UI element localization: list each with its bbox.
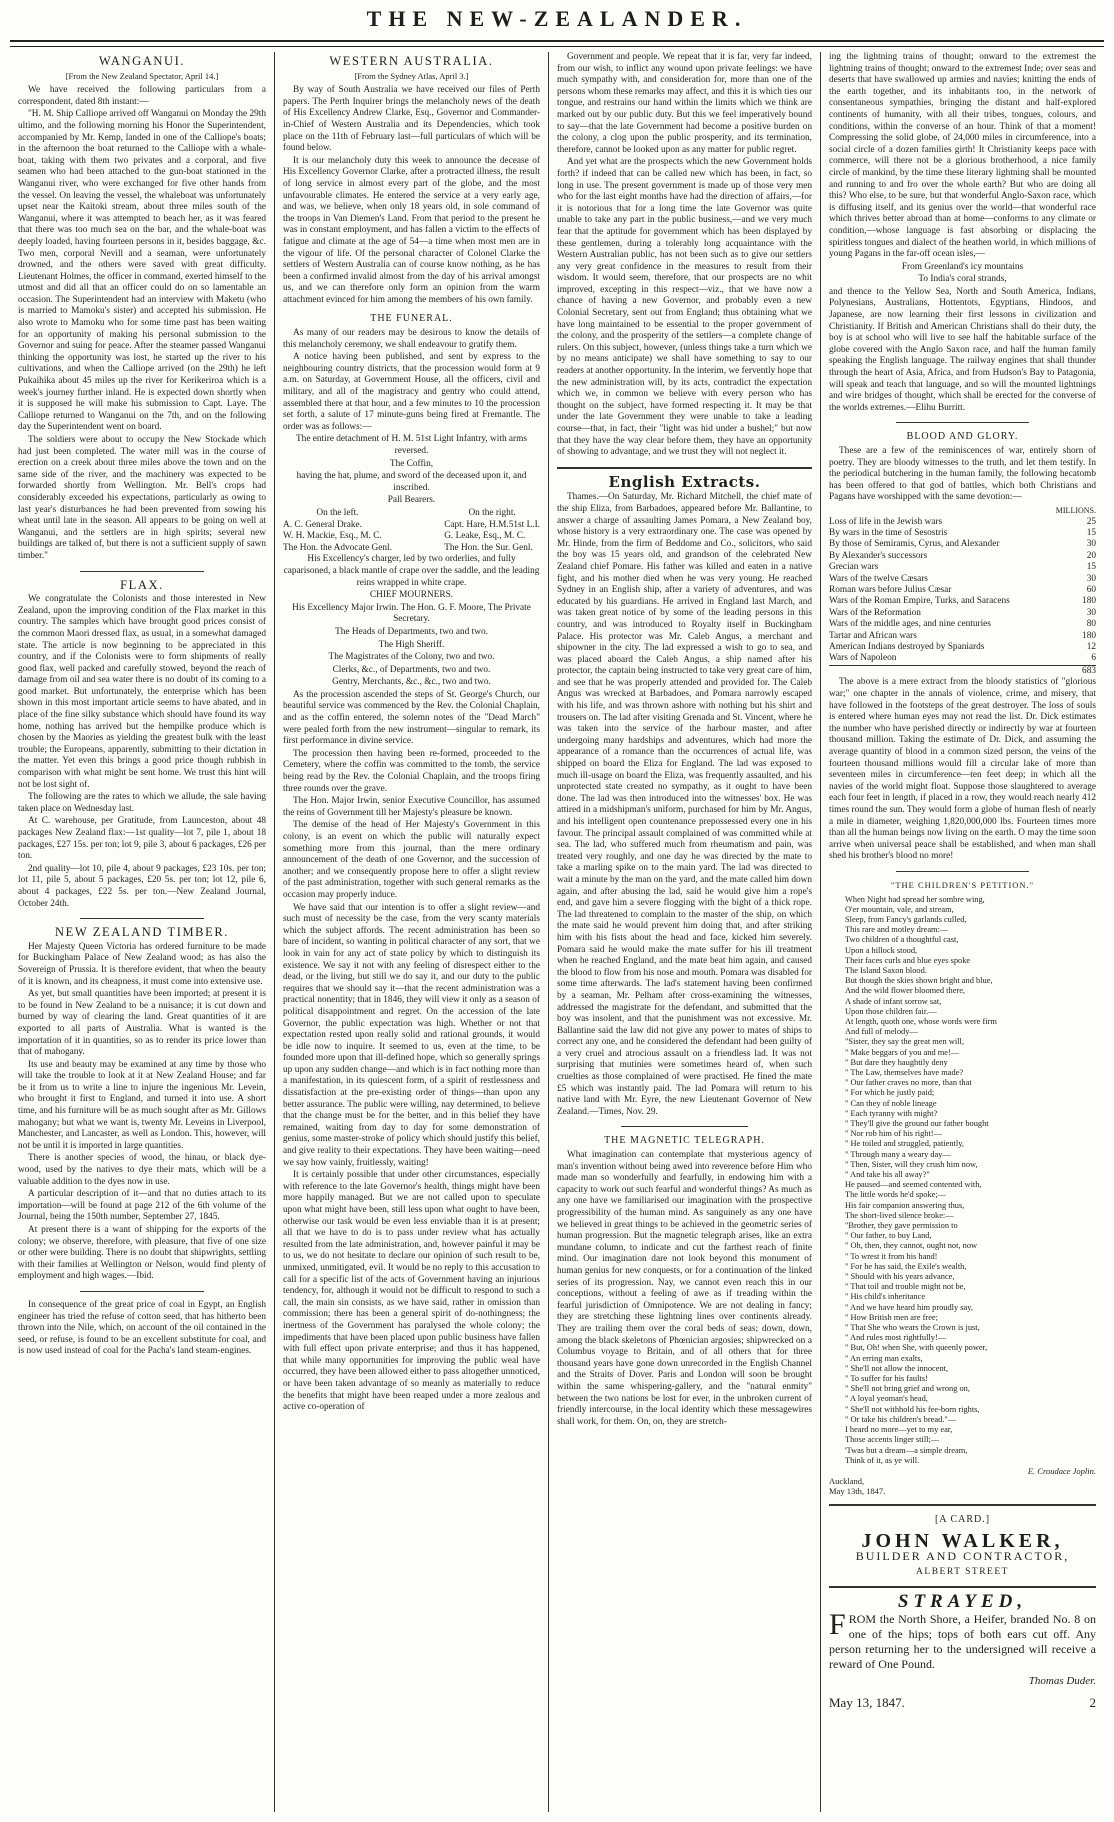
pall-left — [283, 508, 392, 554]
coal-para: In consequence of the great price of coal in Egypt, an English engineer has tried the refuse of cotton seed, that has hitherto been thrown into the Nile, which, on account of the oil contained in the seed, or refuse, is found to be an excellent substitute for coal, and is now used instead of coal for the Pacha's land steam-engines. — [18, 1299, 266, 1357]
stats-label: Roman wars before Julius Cæsar — [829, 585, 952, 595]
masthead-rule-bottom — [10, 46, 1104, 47]
stats-row — [829, 653, 1096, 664]
stats-label: American Indians destroyed by Spaniards — [829, 642, 985, 653]
poem-line: " Make beggars of you and me!— — [845, 1047, 960, 1057]
masthead-title: THE NEW-ZEALANDER. — [366, 6, 748, 31]
order-line: having the hat, plume, and sword of the deceased upon it, and inscribed. — [296, 471, 527, 493]
poem-line: Their faces curls and blue eyes spoke — [845, 955, 971, 965]
column-2 — [274, 52, 548, 1812]
poem-line: " Our father, to buy Land, — [845, 1231, 932, 1241]
poem-line: " And rules most rightfully!— — [845, 1333, 947, 1343]
poem-line: Upon those children fair.— — [845, 1006, 937, 1016]
stats-value: 60 — [1086, 585, 1096, 595]
funeral-para-1: As many of our readers may be desirous to know the details of this melancholy ceremony, we shall endeavour to gratify them. — [283, 328, 540, 350]
poem-line: " She'll not bring grief and wrong on, — [845, 1384, 970, 1394]
blood-intro: These are a few of the reminiscences of war, entirely shorn of poetry. They are bloody witnesses to the truth, and let them testify. In the periodical butchering in the human family, the following hecatomb has been offered to that god of battles, which both Christians and Pagans have worshipped with the same devotion:— — [829, 446, 1096, 503]
funeral-para-5: The Hon. Major Irwin, senior Executive Councillor, has assumed the reins of Government till her Majesty's pleasure be known. — [283, 796, 540, 818]
order-line: The High Sheriff. — [378, 639, 445, 650]
stats-value: 180 — [1082, 596, 1096, 607]
timber-para-1: Her Majesty Queen Victoria has ordered furniture to be made for Buckingham Palace of New Zealand wood; as has also the Sovereign of Prussia. It is therefore evident, that when the beauty of it is known, and its cheapness, it must come into extensive use. — [18, 941, 266, 987]
telegraph-title: THE MAGNETIC TELEGRAPH. — [604, 1135, 765, 1147]
poem-line: " His child's inheritance — [845, 1292, 926, 1302]
poem-line: A shade of infant sorrow sat, — [845, 996, 942, 1006]
stats-value: 80 — [1086, 619, 1096, 630]
poem-line: " She'll not withhold his fee-born rights, — [845, 1404, 980, 1414]
poem-line: When Night had spread her sombre wing, — [845, 894, 985, 904]
stats-value: 15 — [1086, 527, 1096, 538]
insertion-count: 2 — [1089, 1695, 1096, 1711]
stats-row — [829, 574, 1096, 585]
stats-row — [829, 596, 1096, 607]
stats-row — [829, 551, 1096, 562]
order-line: The Heads of Departments, two and two. — [335, 626, 488, 637]
blood-title: BLOOD AND GLORY. — [906, 431, 1019, 443]
poem-line: " Each tyranny with might? — [845, 1108, 938, 1118]
stats-label: Wars of the twelve Cæsars — [829, 573, 928, 584]
war-stats-table — [829, 517, 1096, 665]
stats-label: Loss of life in the Jewish wars — [829, 516, 943, 527]
poem-line: " Our father craves no more, than that — [845, 1078, 972, 1088]
column-3 — [548, 52, 820, 1812]
section-rule — [557, 467, 812, 469]
stats-row — [829, 608, 1096, 619]
order-line: Clerks, &c., of Departments, two and two. — [332, 664, 491, 675]
funeral-para-8: It is certainly possible that under other circumstances, especially with reference to the late Governor's health, things might have been more happily managed. But we are not called upon to speculate upon what might have been, still less upon what ought to have been, otherwise our task would be even less enviable than it is at present; all that we have to do is to pass under review what has actually resulted from the late administration, and, however painful it may be to us, we do not hesitate to declare our opinion of such result to be, unmixed, unmitigated, evil. It would be no reply to this accusation to call for a specific list of the acts of Government having an injurious tendency, for, although it would not be difficult to respond to such a call, the main sin consists, as we have said, rather in omission than commission; there has been a general spirit of do-nothingness; the inertness of the Government has paralysed the whole colony; the impediments that have been placed upon public business have fallen with full effect upon private enterprise; and thus it has happened, that while many opportunities for improving the public weal have occurred, they have been allowed either to pass altogether unnoticed, or have been taken advantage of so meanly as materially to reduce the benefits that might have been reaped under a more zealous and active co-operation of — [283, 1170, 540, 1413]
petition-title: "THE CHILDREN'S PETITION." — [890, 879, 1035, 890]
divider — [621, 1126, 749, 1127]
wa-para-2: It is our melancholy duty this week to announce the decease of His Excellency Governor Clarke, after a protracted illness, the result of long service in almost every part of the globe, and the most unfavourable climates. He entered the service at a very early age, and was, we believe, when only 18 years old, in sole command of the troops in Van Diemen's Land. From that period to the present he was in constant employment, and has fallen a victim to the effects of fatigue and climate at the age of 54—a time when most men are in the vigour of life. Of the personal character of Colonel Clarke the settlers of Western Australia can of course know nothing, as he has been a confirmed invalid almost from the day of his arrival amongst us, and we can therefore only form an opinion from the warm attachment evinced for him among the members of his own family. — [283, 155, 540, 305]
strayed-date: May 13, 1847. — [829, 1695, 905, 1711]
strayed-signature: Thomas Duder. — [1028, 1674, 1096, 1687]
order-line: Gentry, Merchants, &c., &c., two and two. — [332, 677, 491, 688]
extract-para-1: Thames.—On Saturday, Mr. Richard Mitchell, the chief mate of the ship Eliza, from Barbadoes, appeared before Mr. Ballantine, to answer a charge of assaulting James Pomara, a New Zealand boy, whose history is a very extraordinary one. The case was opened by Mr. Hinde, from the firm of Beddome and Co., solicitors, who said the boy was 15 years old, and grandson of the celebrated New Zealand chief Pomare. His father was killed and eaten in a native fight, and his mother died when he was very young. He reached Sydney in an English ship, after a variety of adventures, and was educated by his guardians. He arrived in England last March, and was taken great notice of by some of the leading persons in this country, and was introduced to Royalty itself in Buckingham Palace. His protector was Mr. Caleb Angus, a merchant and shipowner in the city. The lad expressed a wish to go to sea, and was placed aboard the Caleb Angus, a ship named after his protector, the captain being instructed to take very great care of him, and see that he was properly attended and provided for. The Caleb Angus was wrecked at Barbadoes, and Pomara narrowly escaped with his life, and was thrown ashore with nothing but his shirt and trousers on. The lad after visiting Grenada and St. Vincent, where he was taken into the service of the harbour master, and after undergoing many hardships and adventures, which had more the appearance of a romance than the occurrences of actual life, was shipped on board the Eliza for England. The lad was exposed to much ill-usage on board the Eliza, was frequently assaulted, and his unprotected state created no sympathy, as it ought to have been done. The lad was then introduced into the witnesses' box. He was attired in a midshipman's uniform, purchased for him by Mr. Angus, and his intelligent open countenance prepossessed every one in his favour. The principal assault complained of was committed while at sea. The lad, who suffered much from rheumatism and pain, was treated very roughly, and one day he was directed by the mate to take a marling spike on to the main yard. The lad was directed to wait a minute by the man on the yard, and the mate called him down again, and after abusing the lad, said he would give him a rope's end, and gave him a severe flogging with the bight of a thick rope. The lad threatened to complain to the master of the ship, on which the mate said he would prevent him doing that, and after striking him with his fists about the head and face, kicked him severely. Pomara said he would make the mate suffer for his ill treatment when he reached England, and the mate beat him again, and caused the blood to flow from his nose and mouth. Pomara was disabled for some time afterwards. The lad's statement having been confirmed by a seaman, Mr. Pelham after cross-examining the witnesses, addressed the magistrate for the defendant, and submitted that the boy was insolent, and that the punishment was not excessive. Mr. Ballantine said the law did not give any power to mates of ships to correct any one, and he considered the defendant had been guilty of a very cruel and atrocious assault on a friendless lad. It was not surprising that mutinies were sometimes heard of, when such cruelties as those complained of were practised. He fined the mate £5 which was instantly paid. The lad Pomara will return to his native land with Mr. Eyre, the new Lieutenant Governor of New Zealand.—Times, Nov. 29. — [557, 492, 812, 1117]
funeral-para-4: The procession then having been re-formed, proceeded to the Cemetery, where the coffin was committed to the tomb, the service being read by the Rev. the Colonial Chaplain, and the troops firing three rounds over the grave. — [283, 748, 540, 794]
pall-bearer: A. C. General Drake. — [283, 519, 362, 530]
telegraph-cont: ing the lightning trains of thought; onward to the extremest the lightning trains of thought; onward to the extremest Inde; over seas and deserts that have swallowed up armies and navies; knitting the ends of the earth together, and its inhabitants too, in the network of consentaneous sympathies, bringing the distant and half-explored continents of humanity, with all their tribes, tongues, colours, and conditions, within the converse of an hour. Think of that a moment! Compressing the solid globe, of 24,000 miles in circumference, into a social circle of a dozen families girth! It Christianity keeps pace with commerce, will there not be a glorious brotherhood, a nice family circle of mankind, by the time these literary lightning shall be mounted and running to and fro over the whole earth? But who are doing all this? Who else, to be sure, but that wonderful Anglo-Saxon race, which is diffusing itself, and its genius over the world—that wonderful race which thrives better abroad than at home—conforms to any climate or condition,—whose language is fast absorbing or displacing the spiritless tongues and dialect of the heathen world, in which millions of young Pagans in the far-off ocean isles,— — [829, 52, 1096, 260]
poem-line: " The Law, themselves have made? — [845, 1067, 964, 1077]
stats-row — [829, 631, 1096, 642]
wa-para-1: By way of South Australia we have received our files of Perth papers. The Perth Inquirer brings the melancholy news of the death of His Excellency Andrew Clarke, Esq., Governor and Commander-in-Chief of Western Australia and its Dependencies, which took place on the 11th of February last—full particulars of which will be found below. — [283, 85, 540, 154]
card-label: [A CARD.] — [934, 1513, 991, 1525]
pall-left-heading: On the left. — [316, 507, 359, 518]
poem-line: At length, quoth one, whose words were firm — [845, 1016, 997, 1026]
section-rule — [829, 1504, 1096, 1506]
wanganui-para-2: "H. M. Ship Calliope arrived off Wanganui on Monday the 29th ultimo, and the following morning his Honor the Superintendent, accompanied by Mr. Kemp, landed in one of the Calliope's boats; in the afternoon the boat returned to the Calliope with a whale-boat, taking with them two privates and a corporal, and five seamen who had been attached to the gun-boat stationed in the Wanganui river, who were exchanged for five other hands from the vessel. On leaving the vessel, the whaleboat was unfortunately upset near the Kaitoki stream, about three miles south of the Wanganui, where it was attempted to beach her, as it was feared that there was too much sea on the bar, and the whale-boat was deeply loaded, having fourteen persons in it, besides baggage, &c. Two men, corporal Nevill and a seaman, were unfortunately drowned, and the others were saved with great difficulty. Lieutenant Holmes, the officer in command, exerted himself to the utmost and did all that an officer could do on so lamentable an occasion. The Superintendent had an interview with Maketu (who is married to Mamoku's sister) and accepted his submission. He also wrote to Mamoku who for some time past has been waiting for an opportunity of making his personal submission to the Governor and suing for peace. After the steamer passed Wanganui thinking the opportunity was lost, he started up the river to his cultivations, and when the Calliope arrived (on the 29th) he left Pukaihika about 45 miles up the river for Kerikeriroa which is a week's journey further inland. He is expected down shortly when it is supposed he will make his submission to Capt. Laye. The Calliope returned to Wanganui on the 7th, and on the following day the Superintendent went on board. — [18, 109, 266, 433]
card-address: ALBERT STREET — [916, 1566, 1009, 1577]
stats-row — [829, 619, 1096, 630]
petition-date: May 13th, 1847. — [829, 1485, 886, 1496]
poem-line: " Can they of noble lineage — [845, 1098, 937, 1108]
wanganui-para-3: The soldiers were about to occupy the New Stockade which had just been completed. The water mill was in the course of erection on a creek about three miles above the town and on the same side of the river, and the machinery was expected to be forwarded shortly from Wellington. Mr. Bell's crops had considerably exceeded his expectations, particularly as owing to last year's disturbances he had been prevented from sowing his wheat until late in the season. All appears to be going on well at Wanganui, and the settlers are in high spirits; several new buildings are talked of, but there is not a sufficient supply of sawn timber." — [18, 435, 266, 561]
poem-line: " And we have heard him proudly say, — [845, 1302, 974, 1312]
poem-line: His fair companion answering thus, — [845, 1200, 965, 1210]
stats-label: Tartar and African wars — [829, 630, 917, 641]
poem-line: The Island Saxon blood. — [845, 965, 927, 975]
telegraph-cont-2: and thence to the Yellow Sea, North and South America, Indians, Polynesians, Australians, Hottentots, Egyptians, Hindoos, and Japanese, are now learning their first lessons in civilization and Christianity. If British and American Christians shall do their duty, the boy is at school who will live to see half the habitable surface of the globe covered with the Anglo Saxon race, and half the human family speaking the English language. The railway engines that shall thunder through the heart of Asia, Africa, and from Hudson's Bay to Patagonia, will speak and teach that language, and so will the mounted lightnings and wire bridges of thought, which shall be erected for the converse of the worlds extremes.—Elihu Burritt. — [829, 286, 1096, 413]
strayed-footer — [829, 1697, 1096, 1709]
divider — [896, 871, 1030, 872]
poem-line: " They'll give the ground our father bought — [845, 1119, 989, 1128]
stats-label: Wars of the Roman Empire, Turks, and Saracens — [829, 596, 1010, 607]
section-rule — [829, 1586, 1096, 1588]
stats-value: 6 — [1091, 653, 1096, 664]
poem-line: " To suffer for his faults! — [845, 1374, 928, 1384]
poem-line: O'er mountain, vale, and stream, — [845, 904, 954, 914]
masthead-rule-top — [10, 40, 1104, 42]
hymn-line: To India's coral strands, — [918, 274, 1007, 285]
petition-place: Auckland, — [829, 1475, 865, 1486]
order-line: Pall Bearers. — [387, 495, 436, 506]
pall-bearer: W. H. Mackie, Esq., M. C. — [283, 531, 382, 542]
timber-para-6: At present there is a want of shipping for the exports of the colony; we observe, therefore, with pleasure, that five of one size or other were building. There is no doubt that shipwrights, settling with their families at Wellington or Nelson, would find plenty of employment and high wages.—Ibid. — [18, 1225, 266, 1282]
flax-para-2: The following are the rates to which we allude, the sale having taken place on Wednesday last. — [18, 792, 266, 814]
order-line: His Excellency's charger, led by two orderlies, and fully caparisoned, a black mantle of crape over the saddle, and the leading reins wrapped in white crape. — [283, 554, 540, 588]
poem-line: " Nor rob him of his right!— — [845, 1129, 942, 1139]
dropcap: F — [829, 1607, 846, 1641]
poem-line: Sleep, from Fancy's garlands culled, — [845, 914, 967, 924]
poem-line: " But dare they haughtily deny — [845, 1057, 948, 1067]
poem-line: " To wrest it from his hand! — [845, 1251, 938, 1261]
poem-line: " For he has said, the Exile's wealth, — [845, 1261, 967, 1271]
strayed-title: STRAYED, — [897, 1591, 1028, 1613]
order-line: The Coffin, — [389, 458, 434, 469]
poem-line: " Through many a weary day— — [845, 1149, 951, 1159]
stats-row — [829, 539, 1096, 550]
flax-para-4: 2nd quality—lot 10, pile 4, about 9 packages, £23 10s. per ton; lot 11, pile 5, about 5 packages, £20 5s. per ton; lot 12, pile 6, about 4 packages, £22 5s. per ton.—New Zealand Journal, October 24th. — [18, 863, 266, 909]
pall-bearer: Capt. Hare, H.M.51st L.I. — [444, 519, 540, 530]
pall-bearer: The Hon. the Sur. Genl. — [444, 542, 533, 553]
wanganui-source: [From the New Zealand Spectator, April 14.] — [65, 70, 219, 81]
poem-line: " And take his all away?" — [845, 1170, 930, 1180]
poem-line: " That toil and trouble might not be, — [845, 1282, 966, 1292]
columns — [10, 52, 1104, 1812]
poem-line: Think of it, as ye will. — [845, 1455, 920, 1465]
order-line: The entire detachment of H. M. 51st Light Infantry, with arms reversed. — [296, 434, 527, 456]
pall-bearers — [283, 508, 540, 554]
poem-line: " Then, Sister, will they crush him now, — [845, 1159, 978, 1169]
stats-value: 20 — [1086, 550, 1096, 561]
stats-row — [829, 642, 1096, 653]
stats-value: 30 — [1086, 607, 1096, 618]
stats-value: 15 — [1086, 562, 1096, 573]
stats-label: Wars of Napoleon — [829, 653, 897, 664]
timber-para-4: There is another species of wood, the hinau, or black dye-wood, used by the natives to dye their mats, which will be a valuable addition to the dyes now in use. — [18, 1153, 266, 1187]
funeral-para-2: A notice having been published, and sent by express to the neighbouring country districts, that the procession would form at 9 a.m. on Saturday, at Government House, all the officers, civil and military, and all of the magistracy and gentry who could attend, assembled there at that hour, and a few minutes to 10 the procession set forth, a salute of 17 minute-guns being fired at Fremantle. The order was as follows:— — [283, 352, 540, 432]
stats-label: By Alexander's successors — [829, 550, 928, 561]
divider — [80, 918, 204, 919]
poem-line: The short-lived silence broke:— — [845, 1210, 954, 1220]
poem-line: Two children of a thoughtful cast, — [845, 935, 959, 945]
wanganui-para-1: We have received the following particulars from a correspondent, dated 8th instant:— — [18, 85, 266, 107]
poem-line: " A loyal yeoman's head, — [845, 1394, 928, 1404]
poem-line: " An erring man exalts, — [845, 1353, 923, 1363]
card-trade: BUILDER AND CONTRACTOR, — [855, 1549, 1070, 1564]
stats-value: 180 — [1082, 630, 1096, 641]
poem-line: " Should with his years advance, — [845, 1272, 955, 1282]
poem-line: " Or take his children's bread."— — [845, 1414, 957, 1424]
petition-author: E. Croudace Joplin. — [1027, 1465, 1096, 1476]
timber-para-2: As yet, but small quantities have been imported; at present it is to be found in New Zealand to be a nuisance; it is cut down and burned by way of clearing the land. Great quantities of it are exported to all parts of Australia. What is wanted is the importation of it in quantities, so as to render its price lower than that of mahogany. — [18, 989, 266, 1058]
stats-value: 25 — [1086, 516, 1096, 527]
order-line: CHIEF MOURNERS. — [369, 590, 454, 601]
poem-line: And full of melody— — [845, 1027, 918, 1037]
strayed-notice — [829, 1607, 1096, 1672]
wa-title: WESTERN AUSTRALIA. — [329, 54, 494, 68]
poem-line: " That She who wears the Crown is just, — [845, 1323, 980, 1333]
poem-line: I heard no more—yet to my ear, — [845, 1425, 953, 1435]
column-4 — [820, 52, 1104, 1812]
divider — [80, 571, 204, 572]
stats-label: By wars in the time of Sesostris — [829, 527, 948, 538]
poem-line: Those accents linger still;— — [845, 1435, 940, 1445]
poem-line: " He toiled and struggled, patiently, — [845, 1139, 964, 1149]
stats-row — [829, 528, 1096, 539]
poem-line: " She'll not allow the innocent, — [845, 1363, 949, 1373]
stats-value: 30 — [1086, 573, 1096, 584]
stats-label: Wars of the Reformation — [829, 607, 921, 618]
poem-line: The little words he'd spoke;— — [845, 1190, 947, 1200]
extracts-title: English Extracts. — [608, 472, 761, 491]
petition-poem — [829, 895, 1096, 1466]
wanganui-title: WANGANUI. — [98, 54, 186, 68]
flax-para-3: At C. warehouse, per Gratitude, from Launceston, about 48 packages New Zealand flax:—1st quality—lot 7, pile 1, about 18 packages, £27 15s. per ton; lot 9, pile 3, about 6 packages, £26 per ton. — [18, 816, 266, 862]
column-1 — [10, 52, 274, 1812]
stats-value: 30 — [1086, 539, 1096, 550]
order-line: The Magistrates of the Colony, two and two. — [328, 652, 495, 663]
stats-row — [829, 517, 1096, 528]
poem-line: He paused—and seemed contented with, — [845, 1180, 982, 1190]
card-name: JOHN WALKER, — [861, 1529, 1064, 1552]
stats-row — [829, 585, 1096, 596]
stats-label: Wars of the middle ages, and nine centuries — [829, 619, 991, 630]
strayed-text: ROM the North Shore, a Heifer, branded No. 8 on one of the hips; tops of both ears cut off. Any person returning her to the undersigned will receive a reward of One Pound. — [829, 1611, 1096, 1671]
poem-line: "Sister, they say the great men will, — [845, 1037, 964, 1047]
poem-line: " For which he justly paid; — [845, 1088, 935, 1098]
divider — [896, 422, 1030, 423]
poem-line: And the wild flower bloomed there, — [845, 986, 966, 996]
stats-label: Grecian wars — [829, 562, 879, 573]
stats-label: By those of Semiramis, Cyrus, and Alexander — [829, 539, 1000, 550]
pall-bearer: The Hon. the Advocate Genl. — [283, 542, 392, 553]
pall-bearer: G. Leake, Esq., M. C. — [444, 531, 526, 542]
pall-right — [444, 508, 540, 554]
funeral-para-7: We have said that our intention is to offer a slight review—and such must of necessity be the case, from the very scanty materials which the subject affords. The recent administration has been so bare of incident, so wanting in political character of any sort, that we look in vain for any act of state policy by which to distinguish its existence. We say it not with any feeling of disrespect either to the dead, or the living, but still we do say it, and our duty to the public requires that we should say it—that the recent administration was a practical nonentity; that in 1846, they will view it only as a season of political disappointment and regret. On the accession of the late Governor, the public expectation was high. Whether or not that expectation rested upon really solid and rational grounds, it would be idle now to inquire. It seemed to us, even at the time, to be founded more upon that ill-defined hope, which so generally springs up upon any sudden change—and which is in fact nothing more than a manifestation, in its quiescent form, of a spirit of restlessness and dissatisfaction at the pre-existing order of things—than upon any better assurance. The public were willing, nay determined, to believe that the change must be for the better, and in this belief they have remained, waiting from day to day for some demonstration of genius, some master-stroke of policy which should justify this belief, and give reality to their expectations. They have been waiting—need we say how vainly, fruitlessly, waiting! — [283, 902, 540, 1168]
poem-line: " But, Oh! when She, with queenly power, — [845, 1343, 988, 1353]
funeral-para-3: As the procession ascended the steps of St. George's Church, our beautiful service was commenced by the Rev. the Colonial Chaplain, and as the coffin entered, the solemn notes of the "Dead March" were pealed forth from the new instrument—singular to remark, its first performance in divine service. — [283, 689, 540, 747]
funeral-para-6: The demise of the head of Her Majesty's Government in this colony, is an event on which the public will naturally expect something more from this journal, than the mere ordinary announcement of the death of one Governor, and the succession of another; and we consequently propose here to offer a slight review of the past administration, together with such general remarks as the occasion may properly induce. — [283, 820, 540, 900]
timber-title: NEW ZEALAND TIMBER. — [54, 925, 230, 940]
stats-row — [829, 562, 1096, 573]
flax-para-1: We congratulate the Colonists and those interested in New Zealand, upon the improving condition of the Flax market in this country. The samples which have brought good prices consist of the common Maori dressed flax, as usual, in a somewhat damaged state. The article is now beginning to be appreciated in this country, and if the Colonists were to form shipments of really good flax, well packed and carefully stowed, beyond the reach of damage from oil and sea water there is no doubt of its coming to a good market. But unfortunately, the enterprise which has been shown in this most important article seems to have abated, and in place of the fine silky substance which should have found its way home, nothing has arrived but the hempilke produce which is chosen by the Maories as yielding the greatest bulk with the least trouble; the Europeans, apparently, submitting to their dictation in the matter. Yet even this brings a good price though rubbish in comparison with what might be sent home. We trust this hint will not be lost sight of. — [18, 594, 266, 790]
timber-para-5: A particular description of it—and that no duties attach to its importation—will be found at page 212 of the 6th volume of the Journal, being the 150th number, September 27, 1845. — [18, 1189, 266, 1223]
flax-title: FLAX. — [120, 577, 164, 592]
government-para-2: And yet what are the prospects which the new Government holds forth? if indeed that can be called new which has been, in fact, so long in use. The present government is made up of those very men who for the last eight months have had the direction of affairs,—for it is notorious that for a long time the late Governor was quite unable to take any part in the public business,—and we very much fear that the aptitude for government which has been displayed by these gentlemen, during a tolerably long acquaintance with the Western Australian public, has not been such as to give our settlers any very great confidence in the measures to result from their wisdom. It would seem, therefore, that our prospects are no whit improved, excepting in this respect—viz., that we have now a chance of having a new Governor, and probably even a new Colonial Secretary, sent out from England; thus obtaining what we have long maintained to be essential to the proper government of the colony, and the prosperity of the settlers—a complete change of rulers. On this subject, however, (unless things take a turn which we by no means anticipate) we shall have something to say to our readers at another opportunity. In the interim, we fervently hope that the new administration will, by its acts, contradict the expectation which we, in common we believe with every person who has thought on the subject, have formed respecting it. It may be that under the late Government they were unable to take a leading course—that, in fact, their "light was hid under a bushel;" but now that they have the way clear before them, they have an opportunity of showing to advantage, and we trust they will not neglect it. — [557, 157, 812, 458]
poem-line: " How British men are free; — [845, 1312, 938, 1322]
millions-label: MILLIONS. — [1055, 505, 1096, 515]
government-para-1: Government and people. We repeat that it is far, very far indeed, from our wish, to inflict any wound upon private feelings: we have much sympathy with, and consideration for, more than one of the persons whom these remarks may affect, and this it is which ties our tongue, and restrains our hand within the limits which we think are marked out by our public duty. But this we feel imperatively bound to say—that the late Government had become a positive burden on the colony, a clog upon the public prosperity, and its termination, therefore, cannot be looked upon as any matter for public regret. — [557, 52, 812, 155]
stats-value: 12 — [1086, 642, 1096, 653]
pall-right-heading: On the right. — [468, 507, 516, 518]
telegraph-para-1: What imagination can contemplate that mysterious agency of man's invention without being awed into reverence before Him who made man so wonderfully and fearfully, in endowing him with a capacity to work out such fearful and wonderful things? As much as any one have we familiarised our imagination with the prospective progressibility of the human mind. As sanguinely as any one have we believed in great things to be achieved in the geometric series of human progression. But the magnetic telegraph arises, like an extra mundane column, to indicate and cut the farthest reach of finite mind. Our imagination dare not look beyond this monument of human genius for new conquests, or for a continuation of the linked series of its progression. Nay, we cannot even reach this in our conceptions, without a feeling of awe as if treading within the fearful jurisdiction of Omnipotence. We are not dealing in fancy; they are stretching these lightning lines over continents already. They are trailing them over the coral beds of seas; down, down, among the black skeletons of Phœnician argosies; shipwrecked on a Columbus voyage to Britain, and of all others that for three thousand years have gone down unrecorded in the English Channel and the Straits of Dover. Paris and London will soon be brought within the same whispering-gallery, and the "natural enmity" between the two nations be lost for ever, in the unbroken current of friendly intercourse, in the local identity which these messagewires shall work, for them. On, on, they are stretch- — [557, 1150, 812, 1427]
stats-total: 683 — [829, 665, 1096, 678]
poem-line: But though the skies shown bright and blue, — [845, 976, 993, 986]
order-line: His Excellency Major Irwin. The Hon. G. F. Moore, The Private Secretary. — [292, 602, 531, 625]
blood-para-1: The above is a mere extract from the bloody statistics of "glorious war;" one chapter in the annals of violence, crime, and misery, that have followed in the footsteps of the great destroyer. The loss of souls is entered where human eyes may not read the list. Dr. Dick estimates the number who have perished directly or indirectly by war at fourteen thousand million. Taking the estimate of Dr. Dick, and assuming the average quantity of blood in a common sized person, the veins of the fourteen thousand millions would fill a circular lake of more than seventeen miles in circumference—ten feet deep; in which all the navies of the world might float. Suppose those slaughtered to average each four feet in length, if placed in a row, they would reach nearly 412 times round the sun. They would form a globe of human flesh of nearly a mile in diameter, weighing 1,820,000,000 lbs. Fourteen times more than all the human beings now living on the earth. O may the time soon arrive when universal peace shall be established, and when man shall shed his brother's blood no more! — [829, 677, 1096, 862]
funeral-title: THE FUNERAL. — [370, 313, 453, 325]
poem-line: This rare and motley dream:— — [845, 925, 949, 935]
poem-line: "Brother, they gave permission to — [845, 1221, 958, 1231]
timber-para-3: Its use and beauty may be examined at any time by those who will take the trouble to look at it at New Zealand House; and far be it from us to write a line to injure the ingenious Mr. Levein, who brought it first to England, and turned it into use. A short time, and his furniture will be as much sought after as Mr. Gillows mahogany; but what we want is, twenty Mr. Leveins in Liverpool, Manchester, and Lancaster, as well as London. This, however, will not be until it is imported in large quantities. — [18, 1059, 266, 1151]
poem-line: 'Twas but a dream—a simple dream, — [845, 1445, 968, 1455]
hymn-line: From Greenland's icy mountains — [901, 261, 1024, 272]
poem-line: Upon a hillock stood, — [845, 945, 918, 955]
wa-source: [From the Sydney Atlas, April 3.] — [354, 70, 469, 81]
divider — [80, 1291, 204, 1292]
poem-line: " Oh, then, they cannot, ought not, now — [845, 1241, 978, 1251]
